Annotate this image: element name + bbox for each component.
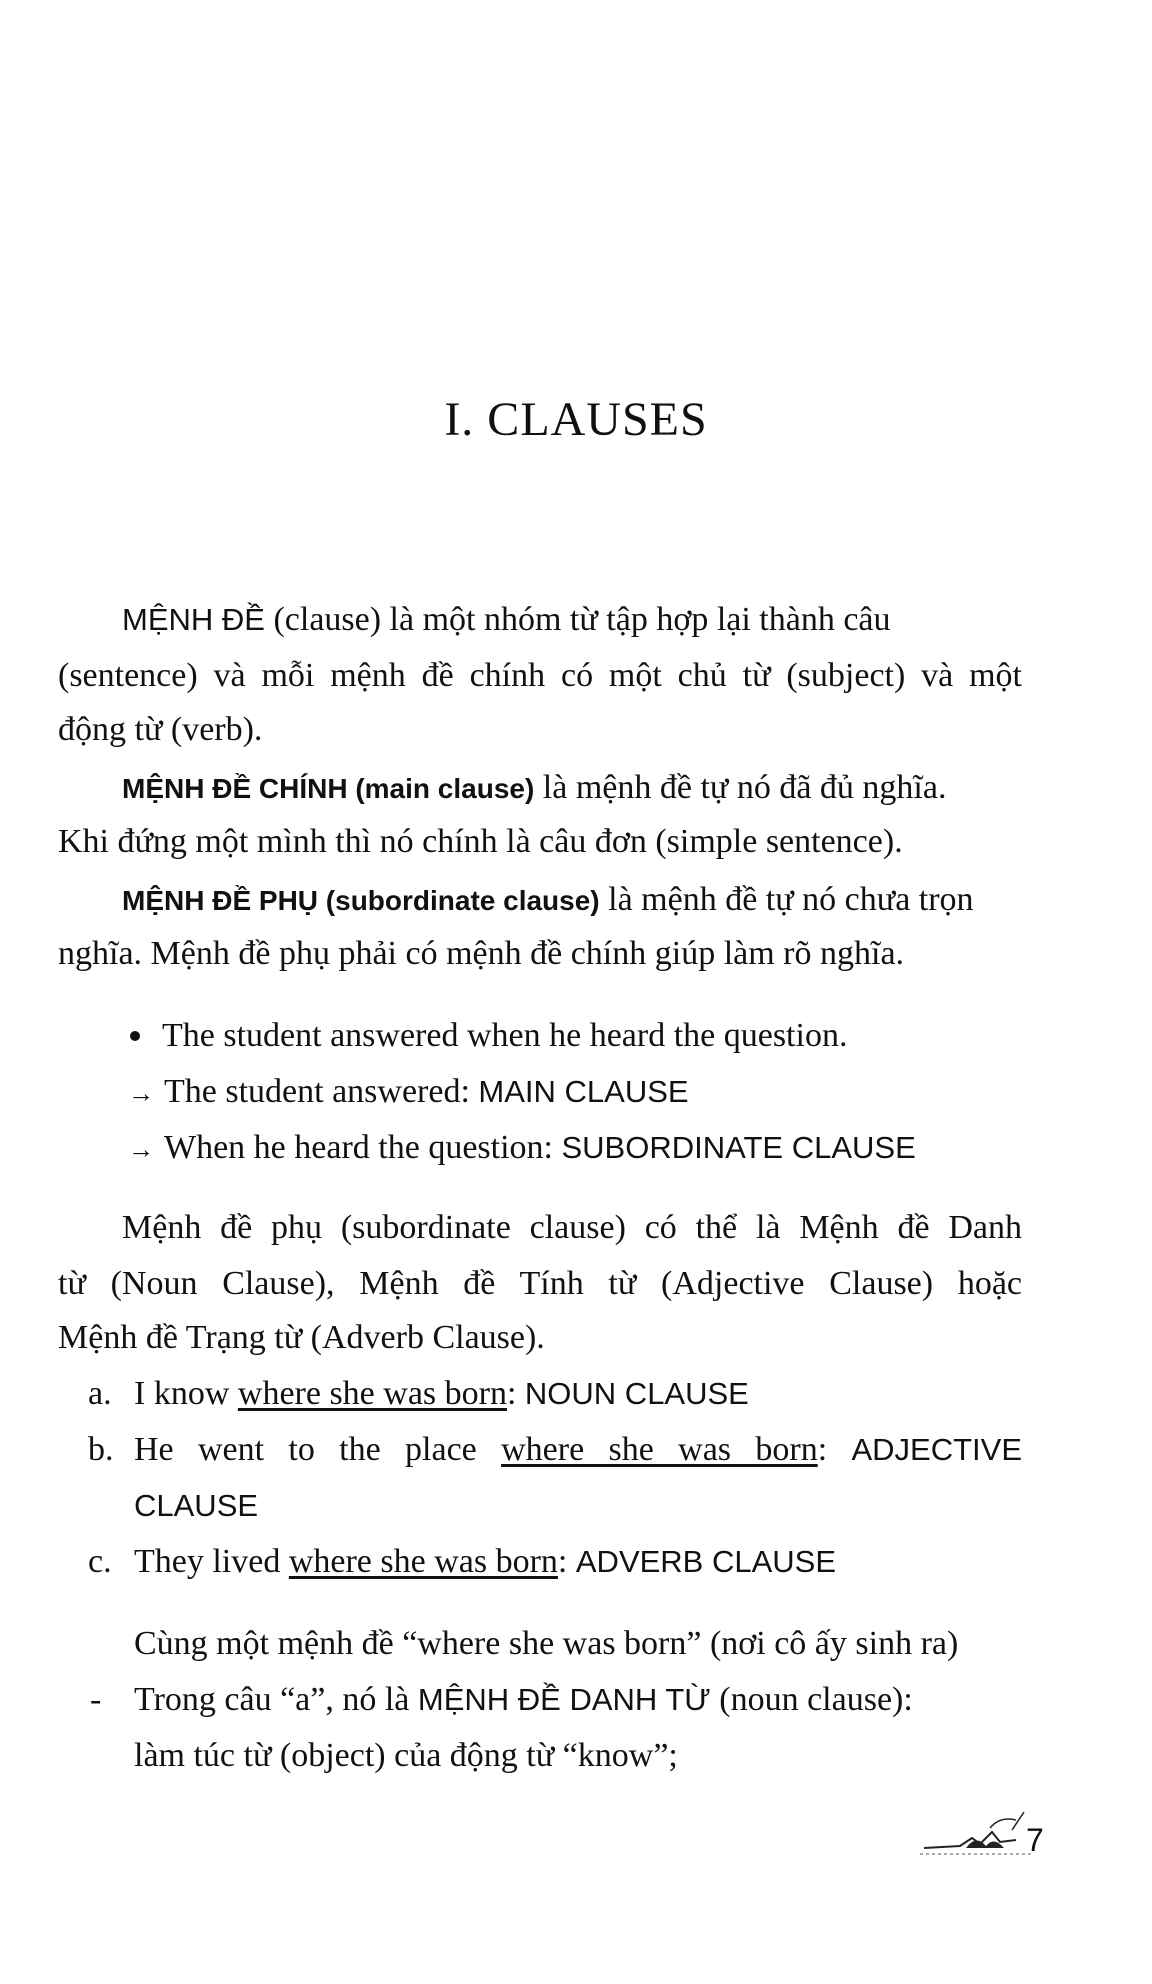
example-b-label: ADJECTIVE [851, 1432, 1022, 1467]
arrow-icon: → [128, 1079, 154, 1108]
noun-clause-term: MỆNH ĐỀ DANH TỪ [417, 1682, 711, 1717]
example-c [88, 1542, 836, 1582]
para3-line1-text: là mệnh đề tự nó chưa trọn [599, 881, 974, 918]
example-b-marker: b. [88, 1431, 114, 1468]
page-number: 7 [1026, 1822, 1044, 1858]
para5-line2 [90, 1680, 913, 1720]
para1-term: MỆNH ĐỀ [122, 602, 265, 637]
analysis-2-label: SUBORDINATE CLAUSE [561, 1130, 916, 1165]
example-c-label: ADVERB CLAUSE [575, 1544, 837, 1579]
example-b-text: He went to the place [134, 1431, 502, 1468]
subordinate-clause-term: MỆNH ĐỀ PHỤ (subordinate clause) [122, 885, 600, 916]
main-clause-term: MỆNH ĐỀ CHÍNH (main clause) [122, 773, 535, 804]
example-sentence: The student answered when he heard the question. [162, 1017, 848, 1054]
para4-line2: từ (Noun Clause), Mệnh đề Tính từ (Adjective Clause) hoặc [58, 1265, 1022, 1302]
example-b-underlined: where she was born [501, 1431, 818, 1468]
analysis-1-text: The student answered: [164, 1073, 479, 1110]
para1-line1 [122, 600, 1022, 640]
para4-line3: Mệnh đề Trạng từ (Adverb Clause). [58, 1319, 545, 1356]
example-c-text: They lived [134, 1543, 289, 1580]
para2-line1-text: là mệnh đề tự nó đã đủ nghĩa. [534, 769, 947, 806]
footer-ornament-icon [920, 1808, 1032, 1858]
example-b-label-cont: CLAUSE [134, 1488, 259, 1523]
example-a-marker: a. [88, 1375, 112, 1412]
para5-line3: làm túc từ (object) của động từ “know”; [134, 1737, 678, 1774]
para5-line2-end: (noun clause): [710, 1681, 913, 1718]
para5-line2-text: Trong câu “a”, nó là [134, 1681, 418, 1718]
para1-line1-text: (clause) là một nhóm từ tập hợp lại thành câu [264, 601, 891, 638]
chapter-title: I. CLAUSES [444, 393, 708, 446]
bullet-icon [130, 1031, 140, 1041]
example-a-label: NOUN CLAUSE [524, 1376, 749, 1411]
example-analysis-1 [128, 1072, 689, 1114]
example-a [88, 1374, 749, 1414]
dash-marker: - [90, 1681, 102, 1718]
example-c-colon: : [557, 1543, 576, 1580]
example-a-colon: : [506, 1375, 525, 1412]
para1-line3: động từ (verb). [58, 711, 263, 748]
para3-line1 [122, 880, 974, 921]
example-b-colon: : [817, 1431, 852, 1468]
example-a-underlined: where she was born [237, 1375, 507, 1412]
example-b [88, 1430, 1022, 1470]
example-bullet [122, 1016, 847, 1056]
para4-line1: Mệnh đề phụ (subordinate clause) có thể là Mệnh đề Danh [122, 1209, 1022, 1246]
example-c-underlined: where she was born [288, 1543, 558, 1580]
example-a-text: I know [134, 1375, 238, 1412]
arrow-icon: → [128, 1135, 154, 1164]
example-c-marker: c. [88, 1543, 112, 1580]
analysis-2-text: When he heard the question: [164, 1129, 562, 1166]
para1-line2: (sentence) và mỗi mệnh đề chính có một chủ từ (subject) và một [58, 657, 1022, 694]
para2-line2: Khi đứng một mình thì nó chính là câu đơn (simple sentence). [58, 823, 903, 860]
para3-line2: nghĩa. Mệnh đề phụ phải có mệnh đề chính giúp làm rõ nghĩa. [58, 935, 905, 972]
para2-line1 [122, 768, 946, 809]
analysis-1-label: MAIN CLAUSE [478, 1074, 689, 1109]
example-analysis-2 [128, 1128, 916, 1170]
para5-line1: Cùng một mệnh đề “where she was born” (nơi cô ấy sinh ra) [134, 1625, 959, 1662]
